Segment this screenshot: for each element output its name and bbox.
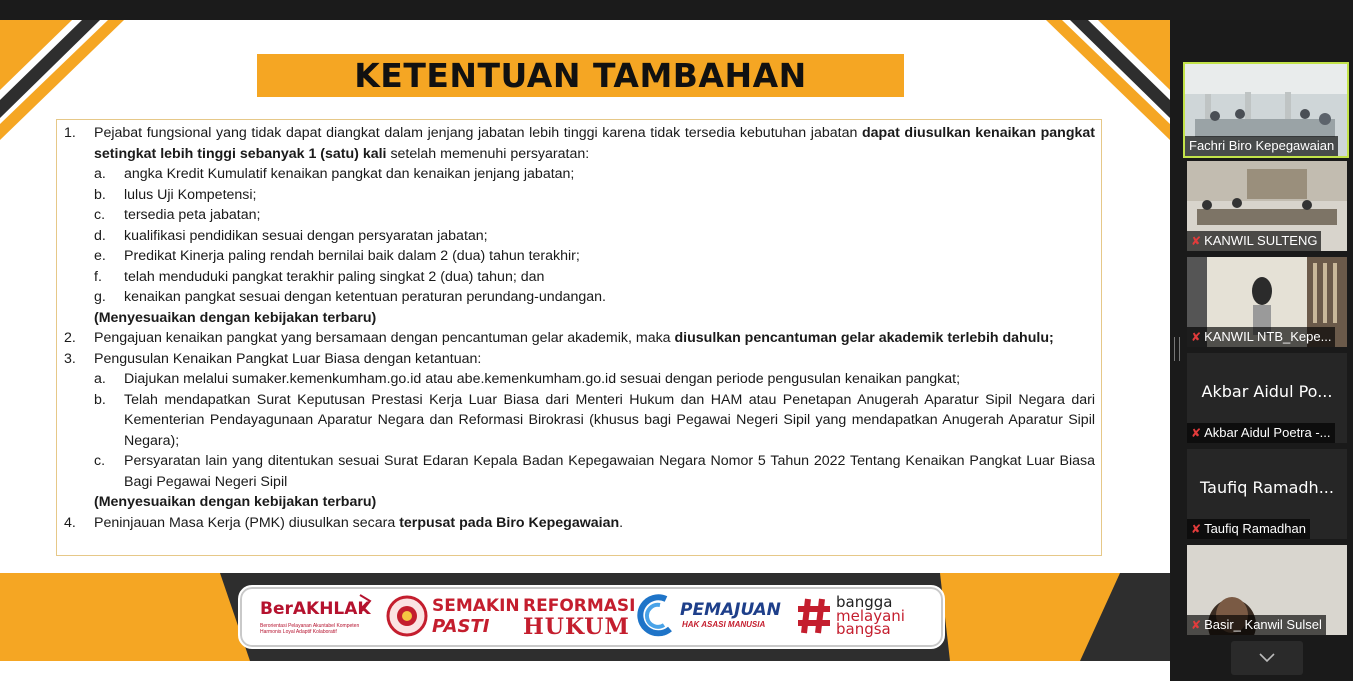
participant-tile-taufiq[interactable]: [1187, 449, 1347, 539]
sub-letter: g.: [94, 289, 106, 305]
participant-tile-akbar[interactable]: [1187, 353, 1347, 443]
list-item-4: [64, 513, 1095, 534]
sub-letter: e.: [94, 248, 106, 264]
reformasi-text: REFORMASI: [523, 596, 636, 616]
chevron-down-icon: [1259, 653, 1275, 663]
sub-text: Telah mendapatkan Surat Keputusan Prestasi Kerja Luar Biasa dari Menteri Hukum dan HAM atau Penetapan Anugerah Aparatur Sipil Negara dari Kementerian Pendayagunaan Aparatur Negara dan Reformasi Birokrasi (khusus bagi Pegawai Negeri Sipil yang mendapatkan Anugerah Aparatur Sipil Negara);: [124, 391, 1095, 449]
sub-item: [64, 226, 1095, 247]
berakhlak-logo: BerAKHLAK: [260, 599, 371, 619]
mic-muted-icon: ✘: [1191, 234, 1202, 248]
melayani-text: melayani: [836, 607, 905, 625]
sub-text: tersedia peta jabatan;: [124, 207, 261, 223]
participant-display-name: Taufiq Ramadh...: [1200, 478, 1334, 497]
participant-label: [1187, 423, 1335, 443]
participant-label: [1187, 615, 1326, 635]
participant-name: Taufiq Ramadhan: [1204, 521, 1306, 536]
sub-item: [64, 246, 1095, 267]
list-item-2: [64, 328, 1095, 349]
ham-text: HAK ASASI MANUSIA: [682, 620, 766, 629]
sub-item: [64, 205, 1095, 226]
pemajuan-text: PEMAJUAN: [680, 600, 781, 620]
sub-item: [64, 369, 1095, 390]
sub-letter: d.: [94, 227, 106, 244]
ham-swirl-icon: [636, 593, 676, 637]
slide-title: KETENTUAN TAMBAHAN: [354, 56, 807, 95]
window-top-bar: [0, 0, 1353, 20]
participant-tile-sulteng[interactable]: [1187, 161, 1347, 251]
item-text: Pengusulan Kenaikan Pangkat Luar Biasa dengan ketantuan:: [94, 350, 482, 367]
participant-label: [1185, 136, 1338, 156]
panel-resize-handle[interactable]: [1174, 337, 1180, 361]
mic-muted-icon: ✘: [1191, 330, 1202, 344]
participant-tile-basir[interactable]: [1187, 545, 1347, 635]
sub-letter: b.: [94, 391, 106, 408]
sub-letter: b.: [94, 186, 106, 203]
kemenkumham-emblem-icon: [386, 595, 428, 637]
mic-muted-icon: ✘: [1191, 618, 1202, 632]
item-text: Pejabat fungsional yang tidak dapat diangkat dalam jenjang jabatan lebih tinggi karena tidak tersedia kebutuhan jabatan: [94, 125, 862, 141]
slide-title-bar: [257, 54, 904, 97]
sub-text: angka Kredit Kumulatif kenaikan pangkat dan kenaikan jenjang jabatan;: [124, 166, 575, 182]
sub-letter: c.: [94, 453, 106, 469]
sub-item: [64, 185, 1095, 206]
participant-name: Basir_ Kanwil Sulsel: [1204, 617, 1322, 632]
berakhlak-swoosh-icon: [358, 593, 372, 613]
item-text: setelah memenuhi persyaratan:: [386, 145, 590, 162]
sub-item: [64, 451, 1095, 492]
sub-text: kenaikan pangkat sesuai dengan ketentuan peraturan perundang-undangan.: [124, 289, 606, 305]
hashtag-icon: [796, 597, 832, 635]
semakin-text: SEMAKIN: [432, 596, 520, 616]
sub-letter: a.: [94, 371, 106, 387]
bangsa-text: bangsa: [836, 620, 891, 638]
participant-display-name: Akbar Aidul Po...: [1201, 382, 1333, 401]
bangga-text: bangga: [836, 593, 893, 611]
item-number: 2.: [64, 330, 76, 346]
sub-item: [64, 390, 1095, 452]
hukum-text: HUKUM: [523, 614, 630, 640]
sub-item: [64, 287, 1095, 308]
participant-name: Fachri Biro Kepegawaian: [1189, 138, 1335, 153]
item-text: Pengajuan kenaikan pangkat yang bersamaan dengan pencantuman gelar akademik, maka: [94, 330, 675, 346]
sub-text: kualifikasi pendidikan sesuai dengan persyaratan jabatan;: [124, 227, 488, 244]
item-number: 1.: [64, 125, 76, 141]
berakhlak-subtitle: Berorientasi Pelayanan Akuntabel Kompeten: [260, 623, 360, 629]
sub-text: Predikat Kinerja paling rendah bernilai baik dalam 2 (dua) tahun terakhir;: [124, 248, 580, 264]
item-text: .: [619, 514, 624, 531]
policy-note: (Menyesuaikan dengan kebijakan terbaru): [94, 309, 377, 326]
participant-label: [1187, 519, 1310, 539]
item-number: 4.: [64, 514, 76, 531]
sub-text: Diajukan melalui sumaker.kemenkumham.go.id atau abe.kemenkumham.go.id sesuai dengan periode pengusulan kenaikan pangkat;: [124, 371, 961, 387]
participant-name: KANWIL NTB_Kepe...: [1204, 329, 1332, 344]
participant-label: [1187, 231, 1321, 251]
item-number: 3.: [64, 350, 76, 367]
sub-text: lulus Uji Kompetensi;: [124, 186, 257, 203]
sub-text: telah menduduki pangkat terakhir paling singkat 2 (dua) tahun; dan: [124, 268, 545, 285]
mic-muted-icon: ✘: [1191, 522, 1202, 536]
item-text: Peninjauan Masa Kerja (PMK) diusulkan secara: [94, 514, 400, 531]
sub-text: Persyaratan lain yang ditentukan sesuai Surat Edaran Kepala Badan Kepegawaian Negara Nomor 5 Tahun 2022 Tentang Kenaikan Pangkat Luar Biasa Bagi Pegawai Negeri Sipil: [124, 453, 1095, 490]
list-item-1: [64, 123, 1095, 164]
participant-label: [1187, 327, 1335, 347]
berakhlak-subtitle: Harmonis Loyal Adaptif Kolaboratif: [260, 629, 337, 635]
footer-logos: [238, 585, 945, 649]
item-text-bold: diusulkan pencantuman gelar akademik terlebih dahulu;: [674, 330, 1054, 346]
mic-muted-icon: ✘: [1191, 426, 1202, 440]
sub-item: [64, 164, 1095, 185]
participant-name: Akbar Aidul Poetra -...: [1204, 425, 1331, 440]
item-text-bold: dapat diusulkan kenaikan pangkat setingkat lebih tinggi sebanyak 1 (satu) kali: [94, 125, 1095, 162]
scroll-down-button[interactable]: [1231, 641, 1303, 675]
sub-item: [64, 267, 1095, 288]
slide-content: [56, 119, 1102, 556]
participant-tile-ntb[interactable]: [1187, 257, 1347, 347]
policy-note: (Menyesuaikan dengan kebijakan terbaru): [94, 494, 377, 510]
participant-name: KANWIL SULTENG: [1204, 233, 1318, 248]
sub-letter: f.: [94, 268, 102, 285]
item-text-bold: terpusat pada Biro Kepegawaian: [399, 514, 620, 531]
sub-letter: c.: [94, 207, 106, 223]
participant-tile-fachri[interactable]: [1183, 62, 1349, 158]
pasti-text: PASTI: [432, 616, 490, 637]
sub-letter: a.: [94, 166, 106, 182]
list-item-3: [64, 349, 1095, 370]
